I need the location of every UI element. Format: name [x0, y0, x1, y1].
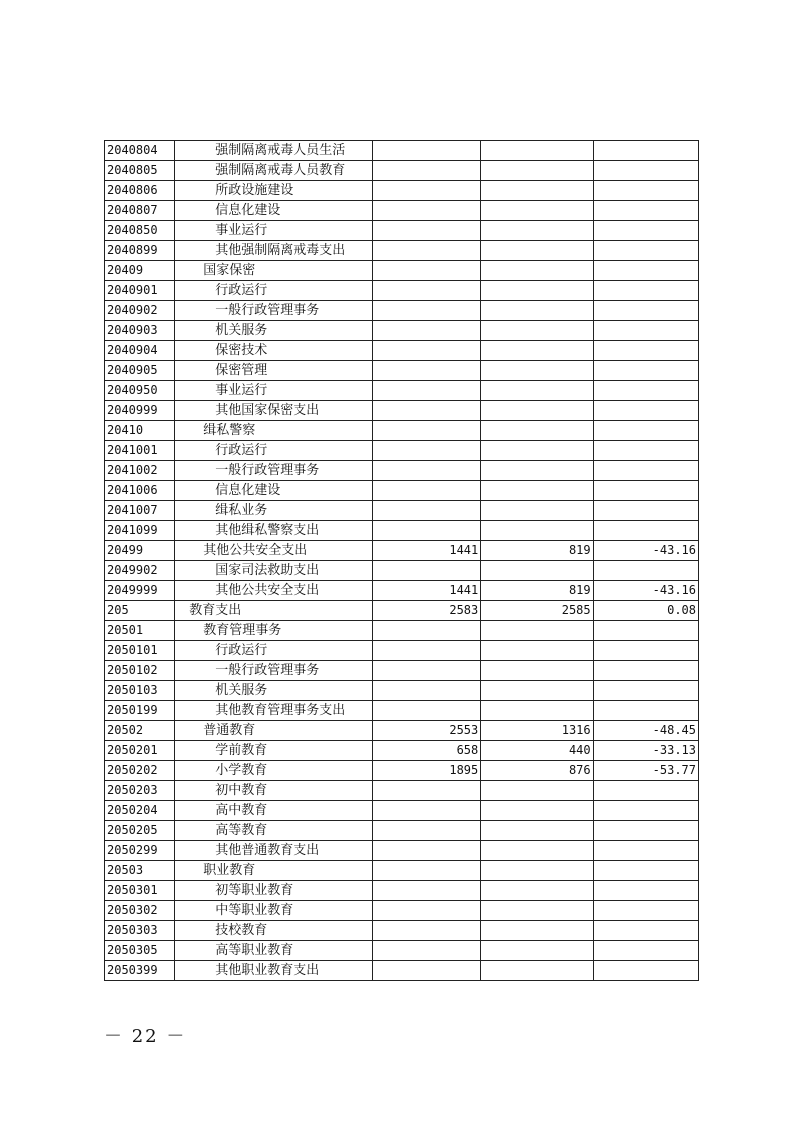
value-col-1	[372, 641, 480, 661]
value-col-3	[593, 361, 698, 381]
value-col-1	[372, 921, 480, 941]
value-col-3	[593, 961, 698, 981]
value-col-3	[593, 621, 698, 641]
value-col-2	[481, 221, 593, 241]
value-col-2	[481, 481, 593, 501]
value-col-3: -43.16	[593, 541, 698, 561]
table-row	[105, 561, 699, 581]
table-row	[105, 941, 699, 961]
table-row	[105, 781, 699, 801]
item-code: 2040999	[105, 401, 175, 421]
value-col-2: 819	[481, 541, 593, 561]
item-code: 2050299	[105, 841, 175, 861]
value-col-2	[481, 521, 593, 541]
value-col-2	[481, 781, 593, 801]
value-col-1	[372, 321, 480, 341]
item-name: 其他国家保密支出	[175, 401, 373, 421]
item-name: 高等教育	[175, 821, 373, 841]
table-row	[105, 961, 699, 981]
item-name: 教育支出	[175, 601, 373, 621]
item-code: 2049999	[105, 581, 175, 601]
value-col-3	[593, 861, 698, 881]
item-code: 20502	[105, 721, 175, 741]
item-name: 一般行政管理事务	[175, 661, 373, 681]
item-name: 高中教育	[175, 801, 373, 821]
value-col-1	[372, 421, 480, 441]
item-name: 职业教育	[175, 861, 373, 881]
item-name: 机关服务	[175, 681, 373, 701]
value-col-2	[481, 921, 593, 941]
value-col-2	[481, 841, 593, 861]
value-col-2	[481, 901, 593, 921]
item-code: 2050101	[105, 641, 175, 661]
item-name: 其他普通教育支出	[175, 841, 373, 861]
table-row	[105, 861, 699, 881]
item-code: 2050302	[105, 901, 175, 921]
value-col-2: 1316	[481, 721, 593, 741]
value-col-1	[372, 901, 480, 921]
item-code: 2050103	[105, 681, 175, 701]
item-name: 国家司法救助支出	[175, 561, 373, 581]
value-col-2	[481, 141, 593, 161]
value-col-3: 0.08	[593, 601, 698, 621]
item-name: 普通教育	[175, 721, 373, 741]
item-code: 2040903	[105, 321, 175, 341]
value-col-3	[593, 561, 698, 581]
value-col-1	[372, 701, 480, 721]
value-col-2	[481, 801, 593, 821]
table-row	[105, 161, 699, 181]
value-col-1	[372, 261, 480, 281]
table-row	[105, 761, 699, 781]
item-name: 其他教育管理事务支出	[175, 701, 373, 721]
value-col-1	[372, 181, 480, 201]
value-col-1	[372, 521, 480, 541]
table-row	[105, 341, 699, 361]
item-code: 2041007	[105, 501, 175, 521]
item-code: 2049902	[105, 561, 175, 581]
value-col-1	[372, 681, 480, 701]
value-col-2	[481, 881, 593, 901]
budget-table	[104, 140, 699, 981]
value-col-3	[593, 501, 698, 521]
table-row	[105, 221, 699, 241]
value-col-2	[481, 461, 593, 481]
value-col-1	[372, 141, 480, 161]
value-col-3	[593, 641, 698, 661]
value-col-3: -33.13	[593, 741, 698, 761]
item-code: 2040806	[105, 181, 175, 201]
item-code: 2041099	[105, 521, 175, 541]
table-row	[105, 301, 699, 321]
table-row	[105, 601, 699, 621]
value-col-3	[593, 341, 698, 361]
value-col-3	[593, 781, 698, 801]
item-code: 20503	[105, 861, 175, 881]
item-code: 2050102	[105, 661, 175, 681]
item-name: 事业运行	[175, 381, 373, 401]
value-col-3	[593, 201, 698, 221]
table-row	[105, 201, 699, 221]
item-name: 行政运行	[175, 281, 373, 301]
item-name: 初等职业教育	[175, 881, 373, 901]
value-col-3	[593, 181, 698, 201]
table-row	[105, 461, 699, 481]
item-code: 2040807	[105, 201, 175, 221]
value-col-1: 2553	[372, 721, 480, 741]
value-col-3	[593, 481, 698, 501]
value-col-2	[481, 681, 593, 701]
item-code: 2040904	[105, 341, 175, 361]
item-name: 行政运行	[175, 441, 373, 461]
value-col-3	[593, 401, 698, 421]
table-row	[105, 361, 699, 381]
item-code: 2050203	[105, 781, 175, 801]
table-row	[105, 381, 699, 401]
item-name: 信息化建设	[175, 201, 373, 221]
item-code: 2040805	[105, 161, 175, 181]
item-code: 20410	[105, 421, 175, 441]
value-col-1	[372, 781, 480, 801]
table-row	[105, 741, 699, 761]
item-code: 2050199	[105, 701, 175, 721]
item-name: 一般行政管理事务	[175, 461, 373, 481]
table-row	[105, 701, 699, 721]
value-col-1	[372, 881, 480, 901]
table-row	[105, 261, 699, 281]
value-col-2	[481, 401, 593, 421]
table-row	[105, 641, 699, 661]
value-col-3	[593, 221, 698, 241]
value-col-1	[372, 241, 480, 261]
item-code: 2040899	[105, 241, 175, 261]
table-row	[105, 841, 699, 861]
item-name: 其他缉私警察支出	[175, 521, 373, 541]
item-code: 205	[105, 601, 175, 621]
item-code: 2041006	[105, 481, 175, 501]
value-col-3	[593, 681, 698, 701]
item-code: 20409	[105, 261, 175, 281]
item-code: 2050305	[105, 941, 175, 961]
value-col-2	[481, 421, 593, 441]
table-row	[105, 401, 699, 421]
value-col-2	[481, 321, 593, 341]
value-col-3	[593, 821, 698, 841]
value-col-1: 2583	[372, 601, 480, 621]
item-name: 缉私业务	[175, 501, 373, 521]
value-col-3	[593, 901, 698, 921]
value-col-3	[593, 801, 698, 821]
value-col-1	[372, 481, 480, 501]
table-row	[105, 281, 699, 301]
table-row	[105, 441, 699, 461]
item-name: 中等职业教育	[175, 901, 373, 921]
table-row	[105, 801, 699, 821]
value-col-1	[372, 301, 480, 321]
value-col-3	[593, 521, 698, 541]
table-row	[105, 321, 699, 341]
item-name: 强制隔离戒毒人员生活	[175, 141, 373, 161]
value-col-2	[481, 301, 593, 321]
value-col-1	[372, 801, 480, 821]
item-name: 行政运行	[175, 641, 373, 661]
value-col-3	[593, 441, 698, 461]
value-col-2	[481, 861, 593, 881]
value-col-1	[372, 221, 480, 241]
value-col-1	[372, 621, 480, 641]
value-col-3	[593, 261, 698, 281]
item-name: 机关服务	[175, 321, 373, 341]
value-col-1	[372, 341, 480, 361]
table-row	[105, 901, 699, 921]
value-col-2	[481, 261, 593, 281]
table-row	[105, 881, 699, 901]
value-col-1	[372, 361, 480, 381]
value-col-1	[372, 821, 480, 841]
item-code: 2040902	[105, 301, 175, 321]
item-code: 2040850	[105, 221, 175, 241]
value-col-3	[593, 141, 698, 161]
value-col-2: 2585	[481, 601, 593, 621]
item-name: 高等职业教育	[175, 941, 373, 961]
value-col-1	[372, 281, 480, 301]
value-col-1	[372, 381, 480, 401]
table-row	[105, 181, 699, 201]
value-col-2	[481, 821, 593, 841]
value-col-2	[481, 161, 593, 181]
table-row	[105, 621, 699, 641]
table-row	[105, 821, 699, 841]
value-col-2	[481, 561, 593, 581]
value-col-1	[372, 161, 480, 181]
item-code: 2050201	[105, 741, 175, 761]
table-row	[105, 681, 699, 701]
item-code: 2050204	[105, 801, 175, 821]
value-col-2	[481, 201, 593, 221]
value-col-1: 1441	[372, 541, 480, 561]
item-code: 2040905	[105, 361, 175, 381]
item-code: 2040950	[105, 381, 175, 401]
item-code: 20499	[105, 541, 175, 561]
value-col-1	[372, 561, 480, 581]
value-col-1	[372, 461, 480, 481]
item-name: 强制隔离戒毒人员教育	[175, 161, 373, 181]
table-row	[105, 521, 699, 541]
value-col-2	[481, 941, 593, 961]
item-code: 2050399	[105, 961, 175, 981]
value-col-1: 658	[372, 741, 480, 761]
value-col-3	[593, 281, 698, 301]
item-code: 2041002	[105, 461, 175, 481]
item-name: 所政设施建设	[175, 181, 373, 201]
item-name: 缉私警察	[175, 421, 373, 441]
value-col-2	[481, 641, 593, 661]
value-col-2	[481, 441, 593, 461]
item-name: 其他公共安全支出	[175, 581, 373, 601]
value-col-2	[481, 281, 593, 301]
item-name: 技校教育	[175, 921, 373, 941]
value-col-1: 1441	[372, 581, 480, 601]
value-col-1	[372, 941, 480, 961]
item-code: 2040901	[105, 281, 175, 301]
table-row	[105, 541, 699, 561]
value-col-3	[593, 921, 698, 941]
table-row	[105, 721, 699, 741]
value-col-1	[372, 861, 480, 881]
value-col-2	[481, 241, 593, 261]
value-col-1	[372, 501, 480, 521]
value-col-1	[372, 961, 480, 981]
value-col-3	[593, 381, 698, 401]
value-col-1	[372, 661, 480, 681]
value-col-3	[593, 241, 698, 261]
value-col-3	[593, 161, 698, 181]
item-name: 教育管理事务	[175, 621, 373, 641]
table-row	[105, 921, 699, 941]
value-col-2	[481, 701, 593, 721]
item-name: 信息化建设	[175, 481, 373, 501]
value-col-1: 1895	[372, 761, 480, 781]
value-col-3	[593, 461, 698, 481]
value-col-3	[593, 661, 698, 681]
item-name: 保密管理	[175, 361, 373, 381]
value-col-3: -53.77	[593, 761, 698, 781]
value-col-3	[593, 301, 698, 321]
item-name: 国家保密	[175, 261, 373, 281]
value-col-3	[593, 881, 698, 901]
item-name: 其他公共安全支出	[175, 541, 373, 561]
item-name: 初中教育	[175, 781, 373, 801]
value-col-3	[593, 701, 698, 721]
value-col-1	[372, 841, 480, 861]
table-row	[105, 481, 699, 501]
table-row	[105, 661, 699, 681]
value-col-3: -43.16	[593, 581, 698, 601]
table-row	[105, 581, 699, 601]
item-code: 2050202	[105, 761, 175, 781]
item-code: 2040804	[105, 141, 175, 161]
value-col-1	[372, 201, 480, 221]
table-body	[105, 141, 699, 981]
value-col-1	[372, 441, 480, 461]
value-col-3	[593, 321, 698, 341]
value-col-2	[481, 381, 593, 401]
value-col-3	[593, 941, 698, 961]
table-row	[105, 501, 699, 521]
value-col-2	[481, 181, 593, 201]
item-code: 20501	[105, 621, 175, 641]
value-col-3: -48.45	[593, 721, 698, 741]
table-row	[105, 141, 699, 161]
value-col-3	[593, 841, 698, 861]
table-row	[105, 421, 699, 441]
value-col-2	[481, 501, 593, 521]
page-number: － 22 －	[104, 1026, 187, 1047]
value-col-1	[372, 401, 480, 421]
value-col-2: 819	[481, 581, 593, 601]
item-name: 保密技术	[175, 341, 373, 361]
value-col-2	[481, 361, 593, 381]
value-col-2: 876	[481, 761, 593, 781]
value-col-3	[593, 421, 698, 441]
item-code: 2050301	[105, 881, 175, 901]
item-name: 一般行政管理事务	[175, 301, 373, 321]
item-code: 2050303	[105, 921, 175, 941]
item-name: 事业运行	[175, 221, 373, 241]
item-name: 其他强制隔离戒毒支出	[175, 241, 373, 261]
item-name: 小学教育	[175, 761, 373, 781]
value-col-2	[481, 661, 593, 681]
value-col-2	[481, 961, 593, 981]
item-code: 2050205	[105, 821, 175, 841]
value-col-2: 440	[481, 741, 593, 761]
item-name: 学前教育	[175, 741, 373, 761]
table-row	[105, 241, 699, 261]
item-name: 其他职业教育支出	[175, 961, 373, 981]
item-code: 2041001	[105, 441, 175, 461]
value-col-2	[481, 341, 593, 361]
value-col-2	[481, 621, 593, 641]
